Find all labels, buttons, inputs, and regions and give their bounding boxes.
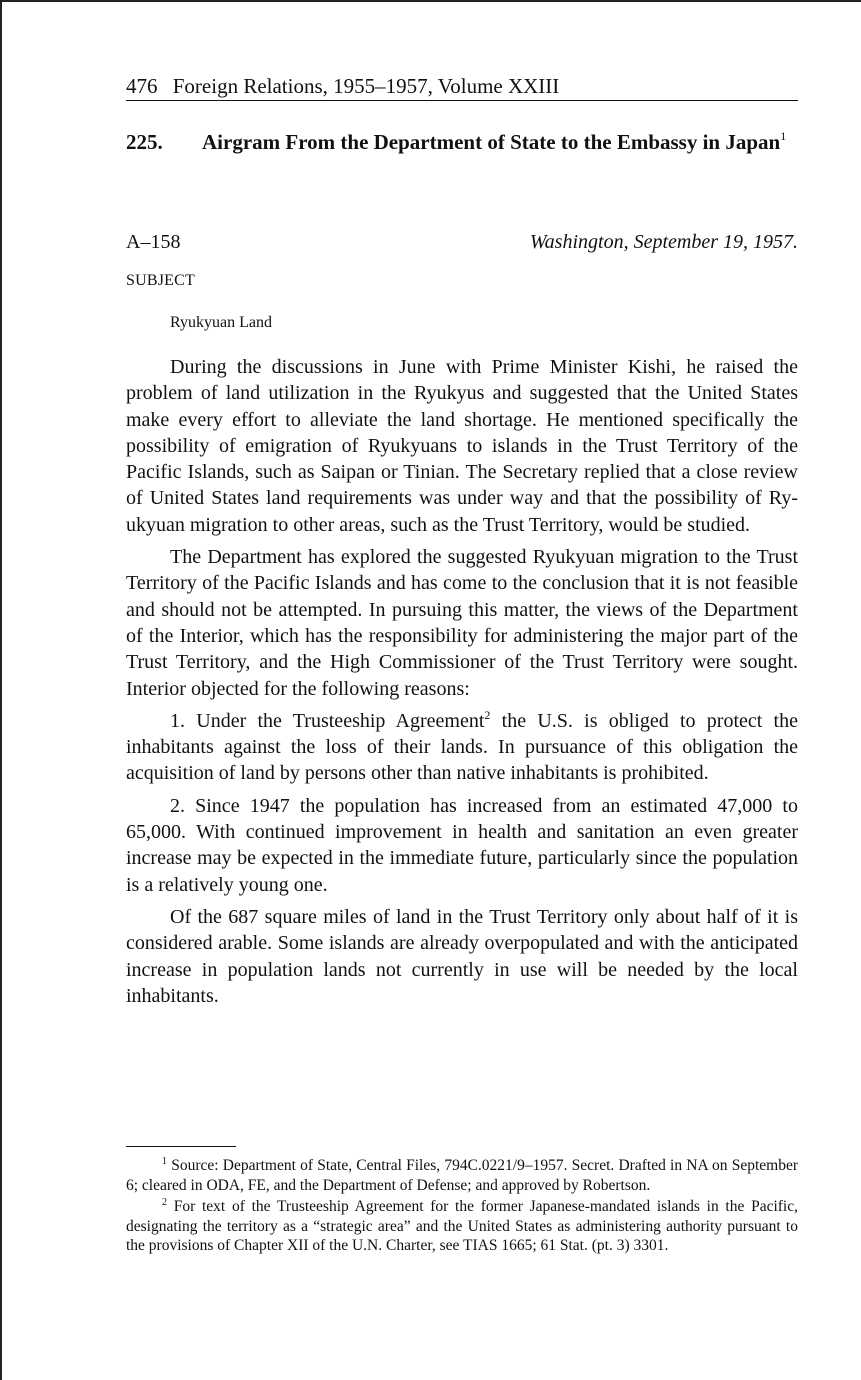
place-date: Washington, September 19, 1957. bbox=[529, 231, 798, 253]
document-number: 225. bbox=[126, 130, 163, 154]
footnote-divider bbox=[126, 1146, 236, 1147]
document-heading bbox=[126, 129, 798, 156]
subject-text: Ryukyuan Land bbox=[170, 314, 273, 331]
paragraph-4: 2. Since 1947 the population has increased from an estimated 47,000 to 65,000. With continued improvement in health and sanitation an even greater increase may be expected in the immediate future, particularly since the population is a relatively young one. bbox=[126, 794, 798, 896]
paragraph-1: During the discussions in June with Prime Minister Kishi, he raised the problem of land utilization in the Ryukyus and suggested that the United States make every effort to alleviate the land shortage. He mentioned specifically the possibility of emigration of Ryukyuans to islands in the Trust Territory of the Pacific Islands, such as Saipan or Tinian. The Secretary replied that a close review of United States land requirements was under way and that the possibility of Ryukyuan migration to other areas, such as the Trust Territory, would be studied. bbox=[126, 356, 798, 536]
footnote-ref-2[interactable]: 2 bbox=[484, 707, 491, 722]
paragraph-2: The Department has explored the suggested Ryukyuan migration to the Trust Territory of the Pacific Islands and has come to the conclusion that it is not feasible and should not be attempted. In pursuing this matter, the views of the Department of the Interior, which has the responsibility for administering the major part of the Trust Territory, and the High Commissioner of the Trust Territory were sought. Interior objected for the following reasons: bbox=[126, 546, 798, 700]
document-meta bbox=[126, 228, 798, 256]
document-id: A–158 bbox=[126, 231, 181, 253]
paragraph-3-start: 1. Under the Trusteeship Agreement bbox=[170, 709, 485, 732]
body-text bbox=[126, 354, 798, 1015]
footnote-ref-1[interactable]: 1 bbox=[780, 129, 787, 143]
paragraph-3-end: the U.S. is obliged to protect the inhabitants against the loss of their lands. In pursuance of this obligation the acquisition of land by persons other than native inhabitants is prohibited. bbox=[126, 709, 798, 785]
subject-label: SUBJECT bbox=[126, 272, 195, 289]
footnote-marker: 1 bbox=[162, 1156, 167, 1167]
page-number: 476 bbox=[126, 74, 158, 98]
paragraph-5: Of the 687 square miles of land in the Trust Territory only about half of it is considered arable. Some islands are already overpopulated and with the anticipated increase in population lands not currently in use will be needed by the local inhabitants. bbox=[126, 905, 798, 1007]
footnote-marker: 2 bbox=[162, 1197, 167, 1208]
running-head bbox=[126, 72, 798, 101]
footnote-1 bbox=[126, 1156, 798, 1195]
document-title-block bbox=[202, 129, 798, 156]
footnote-text: For text of the Trusteeship Agreement for the former Japanese-mandated islands in the Pacific, designating the territory as a “strategic area” and the United States as administering authority pursuant to the provisions of Chapter XII of the U.N. Charter, see TIAS 1665; 61 Stat. (pt. 3) 3301. bbox=[126, 1198, 798, 1254]
document-title: Airgram From the Department of State to the Embassy in Japan bbox=[202, 130, 781, 154]
paragraph-3 bbox=[126, 708, 798, 787]
footnotes bbox=[126, 1156, 798, 1258]
footnote-text: Source: Department of State, Central Files, 794C.0221/9–1957. Secret. Drafted in NA on September 6; cleared in ODA, FE, and the Department of Defense; and approved by Robertson. bbox=[126, 1157, 798, 1194]
footnote-2 bbox=[126, 1197, 798, 1256]
volume-title: Foreign Relations, 1955–1957, Volume XXIII bbox=[172, 74, 560, 98]
